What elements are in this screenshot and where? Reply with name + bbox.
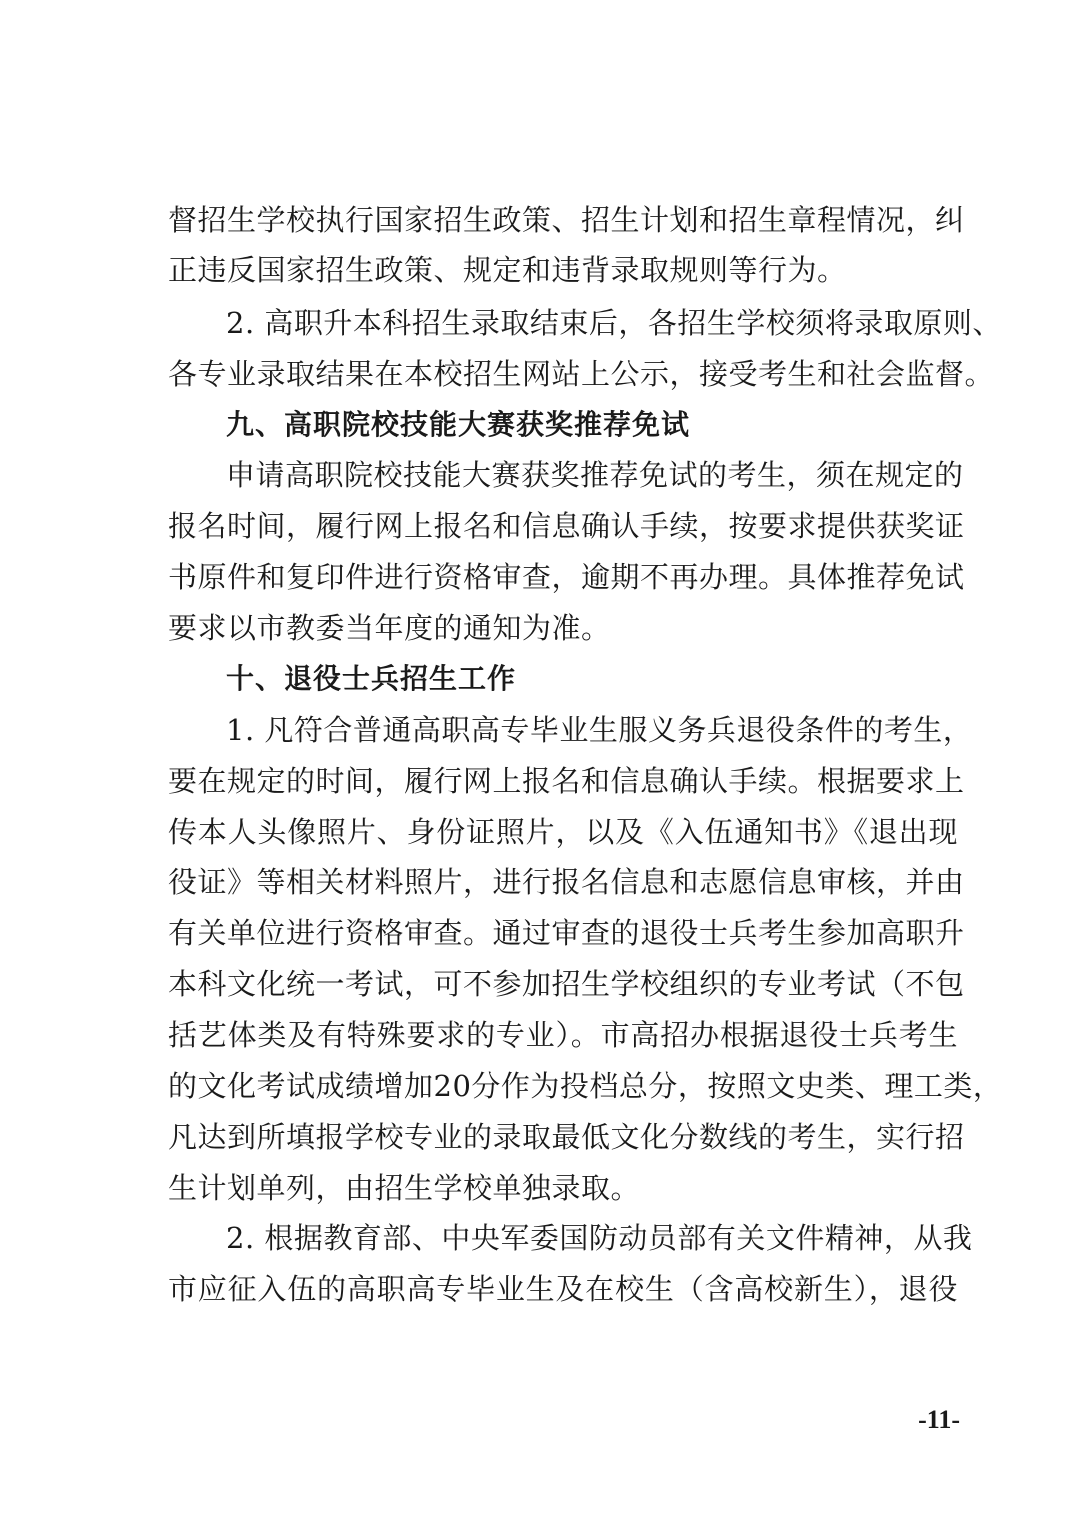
paragraph-start-line: 2. 高职升本科招生录取结束后，各招生学校须将录取原则、 bbox=[226, 306, 1002, 340]
text-line: 书原件和复印件进行资格审查，逾期不再办理。具体推荐免试 bbox=[168, 560, 965, 594]
text-line: 市应征入伍的高职高专毕业生及在校生（含高校新生），退役 bbox=[168, 1272, 958, 1306]
text-line: 督招生学校执行国家招生政策、招生计划和招生章程情况，纠 bbox=[168, 203, 965, 237]
text-line: 的文化考试成绩增加20分作为投档总分，按照文史类、理工类， bbox=[168, 1069, 1003, 1103]
text-line: 要求以市教委当年度的通知为准。 bbox=[168, 611, 611, 645]
text-line: 传本人头像照片、身份证照片，以及《入伍通知书》《退出现 bbox=[168, 815, 958, 849]
paragraph-start-line: 申请高职院校技能大赛获奖推荐免试的考生，须在规定的 bbox=[226, 458, 964, 492]
text-line: 凡达到所填报学校专业的录取最低文化分数线的考生，实行招 bbox=[168, 1120, 965, 1154]
text-line: 报名时间，履行网上报名和信息确认手续，按要求提供获奖证 bbox=[168, 509, 965, 543]
paragraph-start-line: 1. 凡符合普通高职高专毕业生服义务兵退役条件的考生， bbox=[226, 713, 973, 747]
text-line: 本科文化统一考试，可不参加招生学校组织的专业考试（不包 bbox=[168, 967, 965, 1001]
text-line: 役证》等相关材料照片，进行报名信息和志愿信息审核，并由 bbox=[168, 865, 965, 899]
text-line: 有关单位进行资格审查。通过审查的退役士兵考生参加高职升 bbox=[168, 916, 965, 950]
text-line: 要在规定的时间，履行网上报名和信息确认手续。根据要求上 bbox=[168, 764, 965, 798]
page-number: -11- bbox=[918, 1405, 960, 1434]
section-heading-9: 九、高职院校技能大赛获奖推荐免试 bbox=[226, 408, 691, 441]
text-line: 正违反国家招生政策、规定和违背录取规则等行为。 bbox=[168, 253, 847, 287]
paragraph-start-line: 2. 根据教育部、中央军委国防动员部有关文件精神，从我 bbox=[226, 1221, 973, 1255]
text-line: 括艺体类及有特殊要求的专业）。市高招办根据退役士兵考生 bbox=[168, 1018, 958, 1052]
section-heading-10: 十、退役士兵招生工作 bbox=[226, 662, 517, 695]
text-line: 各专业录取结果在本校招生网站上公示，接受考生和社会监督。 bbox=[168, 357, 995, 391]
text-line: 生计划单列，由招生学校单独录取。 bbox=[168, 1171, 641, 1205]
